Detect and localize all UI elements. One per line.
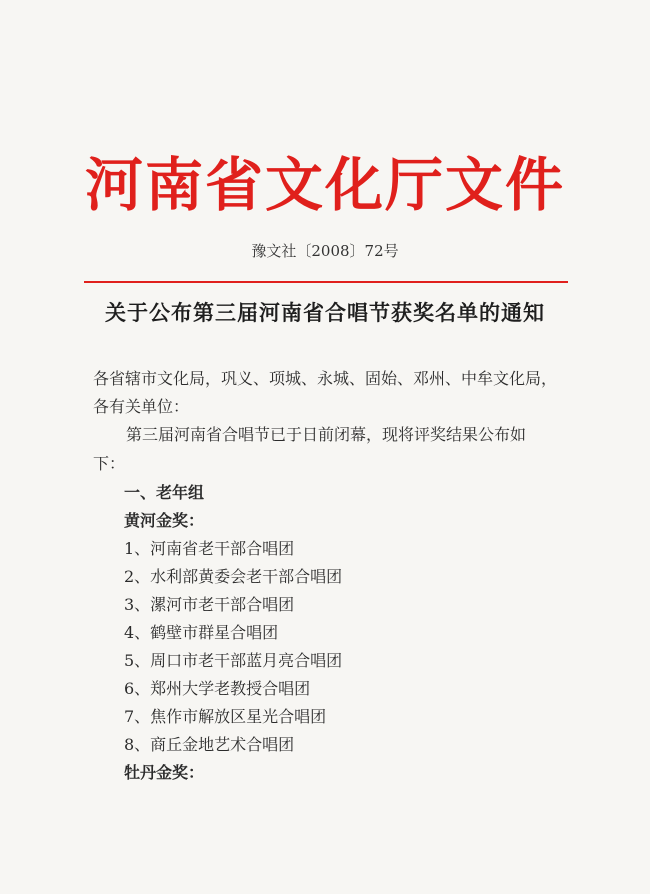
list-item: 6、郑州大学老教授合唱团 <box>124 679 311 698</box>
award-gold-heading: 黄河金奖： <box>124 511 205 530</box>
award-peony-heading: 牡丹金奖： <box>124 763 205 782</box>
list-item: 7、焦作市解放区星光合唱团 <box>124 707 327 726</box>
list-item: 3、漯河市老干部合唱团 <box>124 595 295 614</box>
body-line-1: 第三届河南省合唱节已于日前闭幕，现将评奖结果公布如 <box>126 425 527 444</box>
list-item: 5、周口市老干部蓝月亮合唱团 <box>124 651 343 670</box>
list-item: 4、鹤壁市群星合唱团 <box>124 623 279 642</box>
document-number: 豫文社〔2008〕72号 <box>251 242 399 260</box>
list-item: 8、商丘金地艺术合唱团 <box>124 735 295 754</box>
recipients-line-2: 各有关单位： <box>93 397 190 416</box>
document-header-title: 河南省文化厅文件 <box>84 151 565 219</box>
list-item: 1、河南省老干部合唱团 <box>124 539 295 558</box>
body-line-2: 下： <box>93 454 126 473</box>
notice-title: 关于公布第三届河南省合唱节获奖名单的通知 <box>105 300 545 325</box>
list-item: 2、水利部黄委会老干部合唱团 <box>124 567 343 586</box>
recipients-line-1: 各省辖市文化局，巩义、项城、永城、固始、邓州、中牟文化局， <box>93 369 558 388</box>
section-heading: 一、老年组 <box>124 483 205 502</box>
red-divider-line <box>84 281 568 283</box>
